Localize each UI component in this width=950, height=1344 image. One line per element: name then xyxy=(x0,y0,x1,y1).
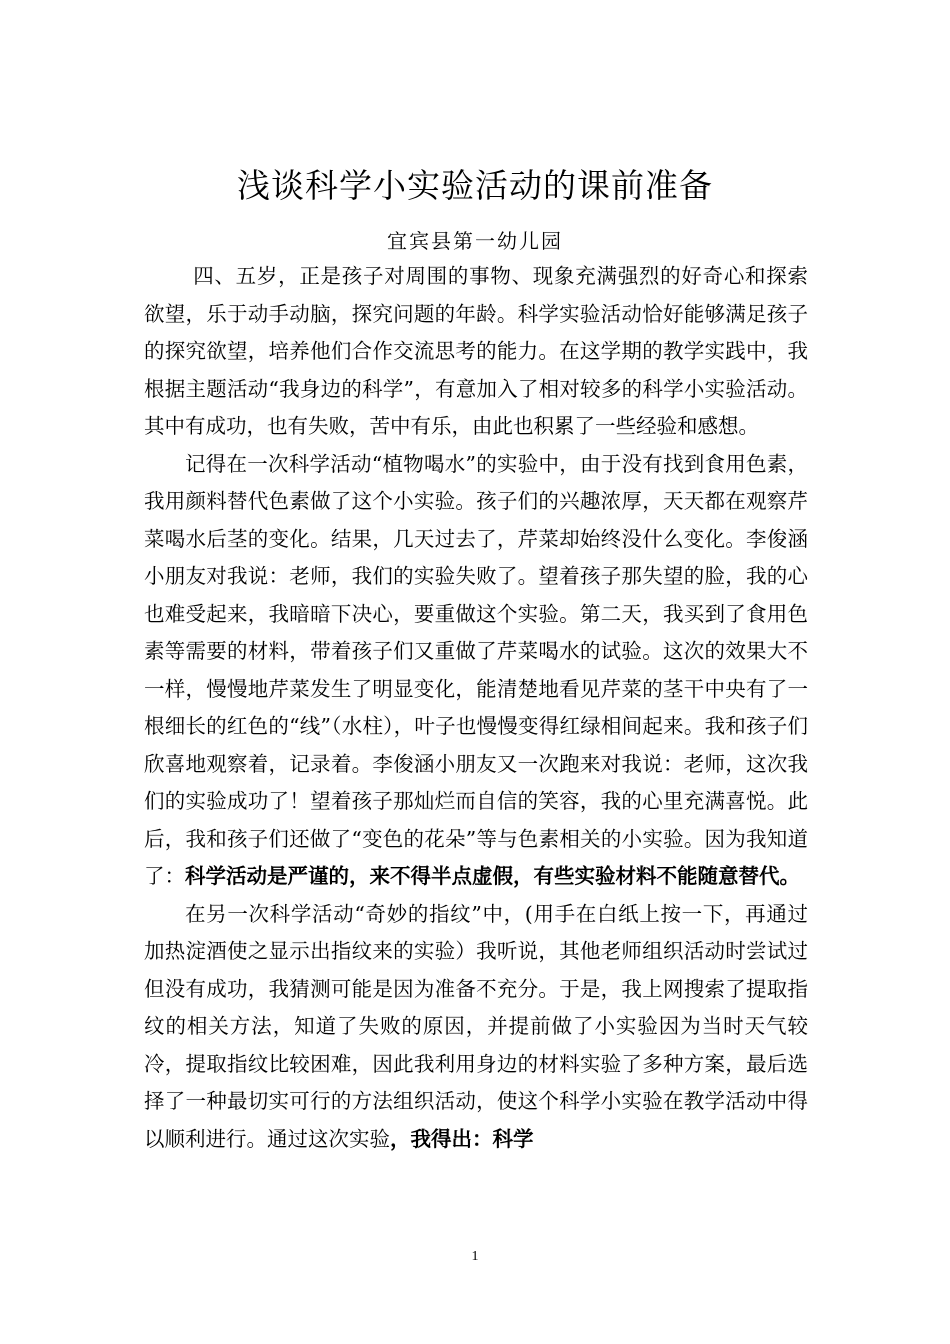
paragraph-plant-drinking-water xyxy=(144,446,808,896)
paragraph-fingerprint xyxy=(144,896,808,1159)
document-title: 浅谈科学小实验活动的课前准备 xyxy=(237,166,713,205)
paragraph-intro-text: 四、五岁，正是孩子对周围的事物、现象充满强烈的好奇心和探索欲望，乐于动手动脑，探究问题的年龄。科学实验活动恰好能够满足孩子的探究欲望，培养他们合作交流思考的能力。在这学期的教学实践中，我根据主题活动“我身边的科学”，有意加入了相对较多的科学小实验活动。其中有成功，也有失败，苦中有乐，由此也积累了一些经验和感想。 xyxy=(144,264,808,438)
paragraph-fingerprint-text: 在另一次科学活动“奇妙的指纹”中，(用手在白纸上按一下，再通过加热淀酒使之显示出指纹来的实验）我听说，其他老师组织活动时尝试过但没有成功，我猜测可能是因为准备不充分。于是，我上网搜索了提取指纹的相关方法，知道了失败的原因，并提前做了小实验因为当时天气较冷，提取指纹比较困难，因此我利用身边的材料实验了多种方案，最后选择了一种最切实可行的方法组织活动，使这个科学小实验在教学活动中得以顺利进行。通过这次实验 xyxy=(144,901,808,1151)
paragraph-plant-conclusion: 科学活动是严谨的，来不得半点虚假，有些实验材料不能随意替代。 xyxy=(185,864,800,888)
paragraph-fingerprint-conclusion: ，我得出：科学 xyxy=(390,1126,534,1151)
paragraph-intro xyxy=(144,258,808,446)
document-body xyxy=(144,258,808,1158)
page-number: 1 xyxy=(471,1249,479,1264)
paragraph-plant-text: 记得在一次科学活动“植物喝水”的实验中，由于没有找到食用色素，我用颜料替代色素做了这个小实验。孩子们的兴趣浓厚，天天都在观察芹菜喝水后茎的变化。结果，几天过去了，芹菜却始终没什么变化。李俊涵小朋友对我说：老师，我们的实验失败了。望着孩子那失望的脸，我的心也难受起来，我暗暗下决心，要重做这个实验。第二天，我买到了食用色素等需要的材料，带着孩子们又重做了芹菜喝水的试验。这次的效果大不一样，慢慢地芹菜发生了明显变化，能清楚地看见芹菜的茎干中央有了一根细长的红色的“线”（水柱），叶子也慢慢变得红绿相间起来。我和孩子们欣喜地观察着，记录着。李俊涵小朋友又一次跑来对我说：老师，这次我们的实验成功了！望着孩子那灿烂而自信的笑容，我的心里充满喜悦。此后，我和孩子们还做了“变色的花朵”等与色素相关的小实验。因为我知道了： xyxy=(144,451,808,888)
document-author: 宜宾县第一幼儿园 xyxy=(387,229,563,253)
